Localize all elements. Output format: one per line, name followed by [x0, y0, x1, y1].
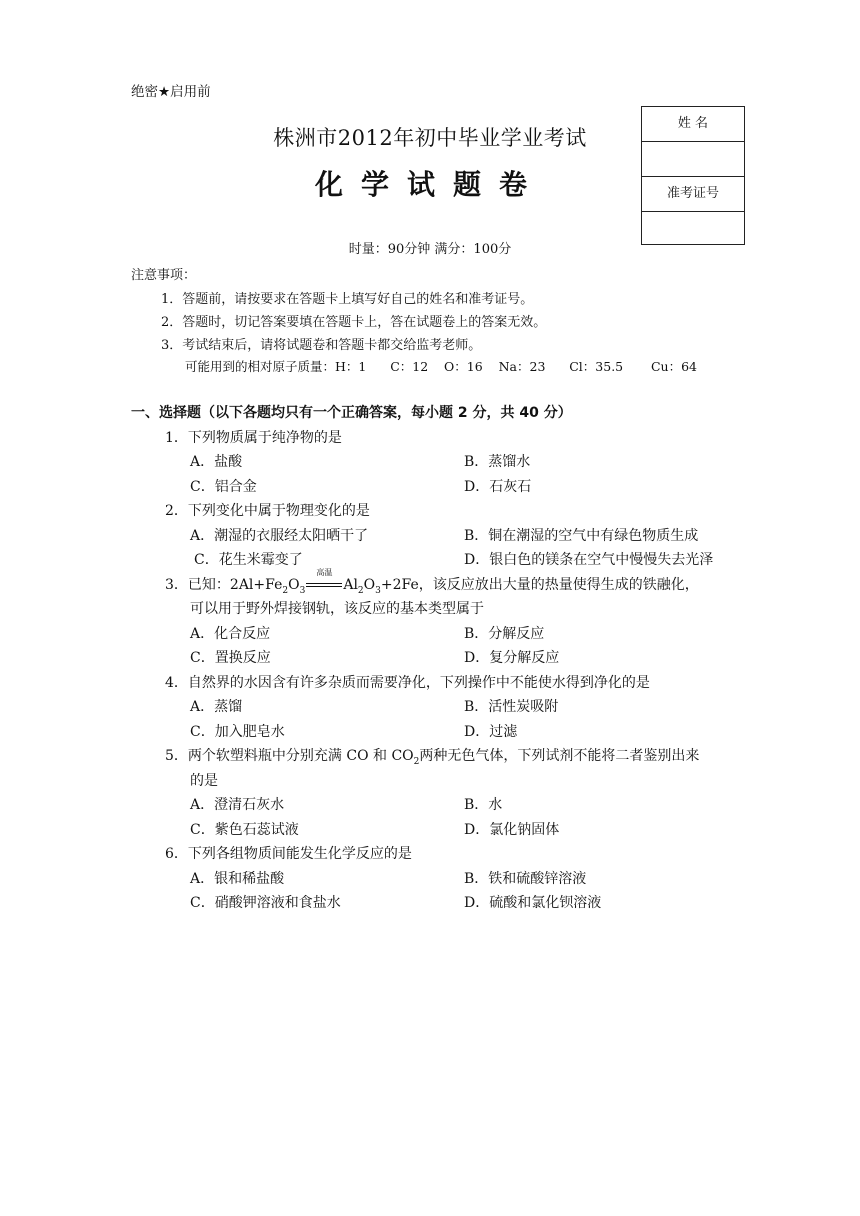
question-stem: 2．下列变化中属于物理变化的是	[165, 503, 370, 519]
option-c: C．花生米霉变了	[194, 552, 303, 568]
question-stem-continued: 的是	[190, 773, 218, 789]
option-a: A．潮湿的衣服经太阳晒干了	[190, 528, 369, 544]
option-d: D．复分解反应	[464, 650, 560, 666]
option-d: D．银白色的镁条在空气中慢慢失去光泽	[464, 552, 714, 568]
option-b: B．铜在潮湿的空气中有绿色物质生成	[464, 528, 699, 544]
question-stem: 6．下列各组物质间能发生化学反应的是	[165, 846, 412, 862]
option-b: B．蒸馏水	[464, 454, 531, 470]
option-a: A．盐酸	[190, 454, 243, 470]
atomic-masses: 可能用到的相对原子质量：H：1 C：12 O：16 Na：23 Cl：35.5 Cu：64	[185, 359, 697, 374]
note-item: 1．答题前，请按要求在答题卡上填写好自己的姓名和准考证号。	[161, 292, 534, 307]
option-a: A．银和稀盐酸	[190, 871, 285, 887]
question-stem: 4．自然界的水因含有许多杂质而需要净化，下列操作中不能使水得到净化的是	[165, 675, 650, 691]
option-b: B．活性炭吸附	[464, 699, 559, 715]
exam-number-label: 准考证号	[642, 177, 744, 212]
option-b: B．铁和硫酸锌溶液	[464, 871, 587, 887]
option-a: A．蒸馏	[190, 699, 243, 715]
option-c: C．紫色石蕊试液	[190, 822, 299, 838]
notes-title: 注意事项：	[131, 268, 197, 283]
question-stem: 1．下列物质属于纯净物的是	[165, 430, 342, 446]
section-title: 一、选择题（以下各题均只有一个正确答案，每小题 2 分，共 40 分）	[131, 405, 572, 421]
option-d: D．过滤	[464, 724, 518, 740]
exam-subtitle: 化学试题卷	[314, 168, 545, 201]
student-id-box	[641, 106, 745, 245]
option-b: B．分解反应	[464, 626, 545, 642]
option-b: B．水	[464, 797, 503, 813]
option-d: D．氯化钠固体	[464, 822, 560, 838]
option-c: C．加入肥皂水	[190, 724, 285, 740]
note-item: 3．考试结束后，请将试题卷和答题卡都交给监考老师。	[161, 338, 482, 353]
option-c: C．铝合金	[190, 479, 257, 495]
option-d: D．石灰石	[464, 479, 532, 495]
option-a: A．化合反应	[190, 626, 271, 642]
option-d: D．硫酸和氯化钡溶液	[464, 895, 602, 911]
question-stem-equation: 3．已知：$2Al+Fe_2O_3$ 高温 $Al_2O_3+2Fe$，该反应放出大量的热量使得生成的铁融化，	[165, 568, 699, 596]
option-c: C．硝酸钾溶液和食盐水	[190, 895, 341, 911]
option-a: A．澄清石灰水	[190, 797, 285, 813]
time-info: 时量：90分钟 满分：100分	[348, 242, 512, 257]
note-item: 2．答题时，切记答案要填在答题卡上，答在试题卷上的答案无效。	[161, 315, 547, 330]
confidential-label: 绝密★启用前	[131, 84, 211, 100]
exam-title: 株洲市2012年初中毕业学业考试	[273, 126, 587, 150]
question-stem: 5．两个软塑料瓶中分别充满 CO 和 $CO_2$两种无色气体，下列试剂不能将二者鉴别出来	[165, 748, 700, 767]
question-stem-continued: 可以用于野外焊接钢轨，该反应的基本类型属于	[190, 601, 484, 617]
name-label: 姓 名	[642, 107, 744, 142]
option-c: C．置换反应	[190, 650, 271, 666]
name-field	[642, 142, 744, 177]
reaction-equals-sign: 高温	[306, 580, 342, 590]
